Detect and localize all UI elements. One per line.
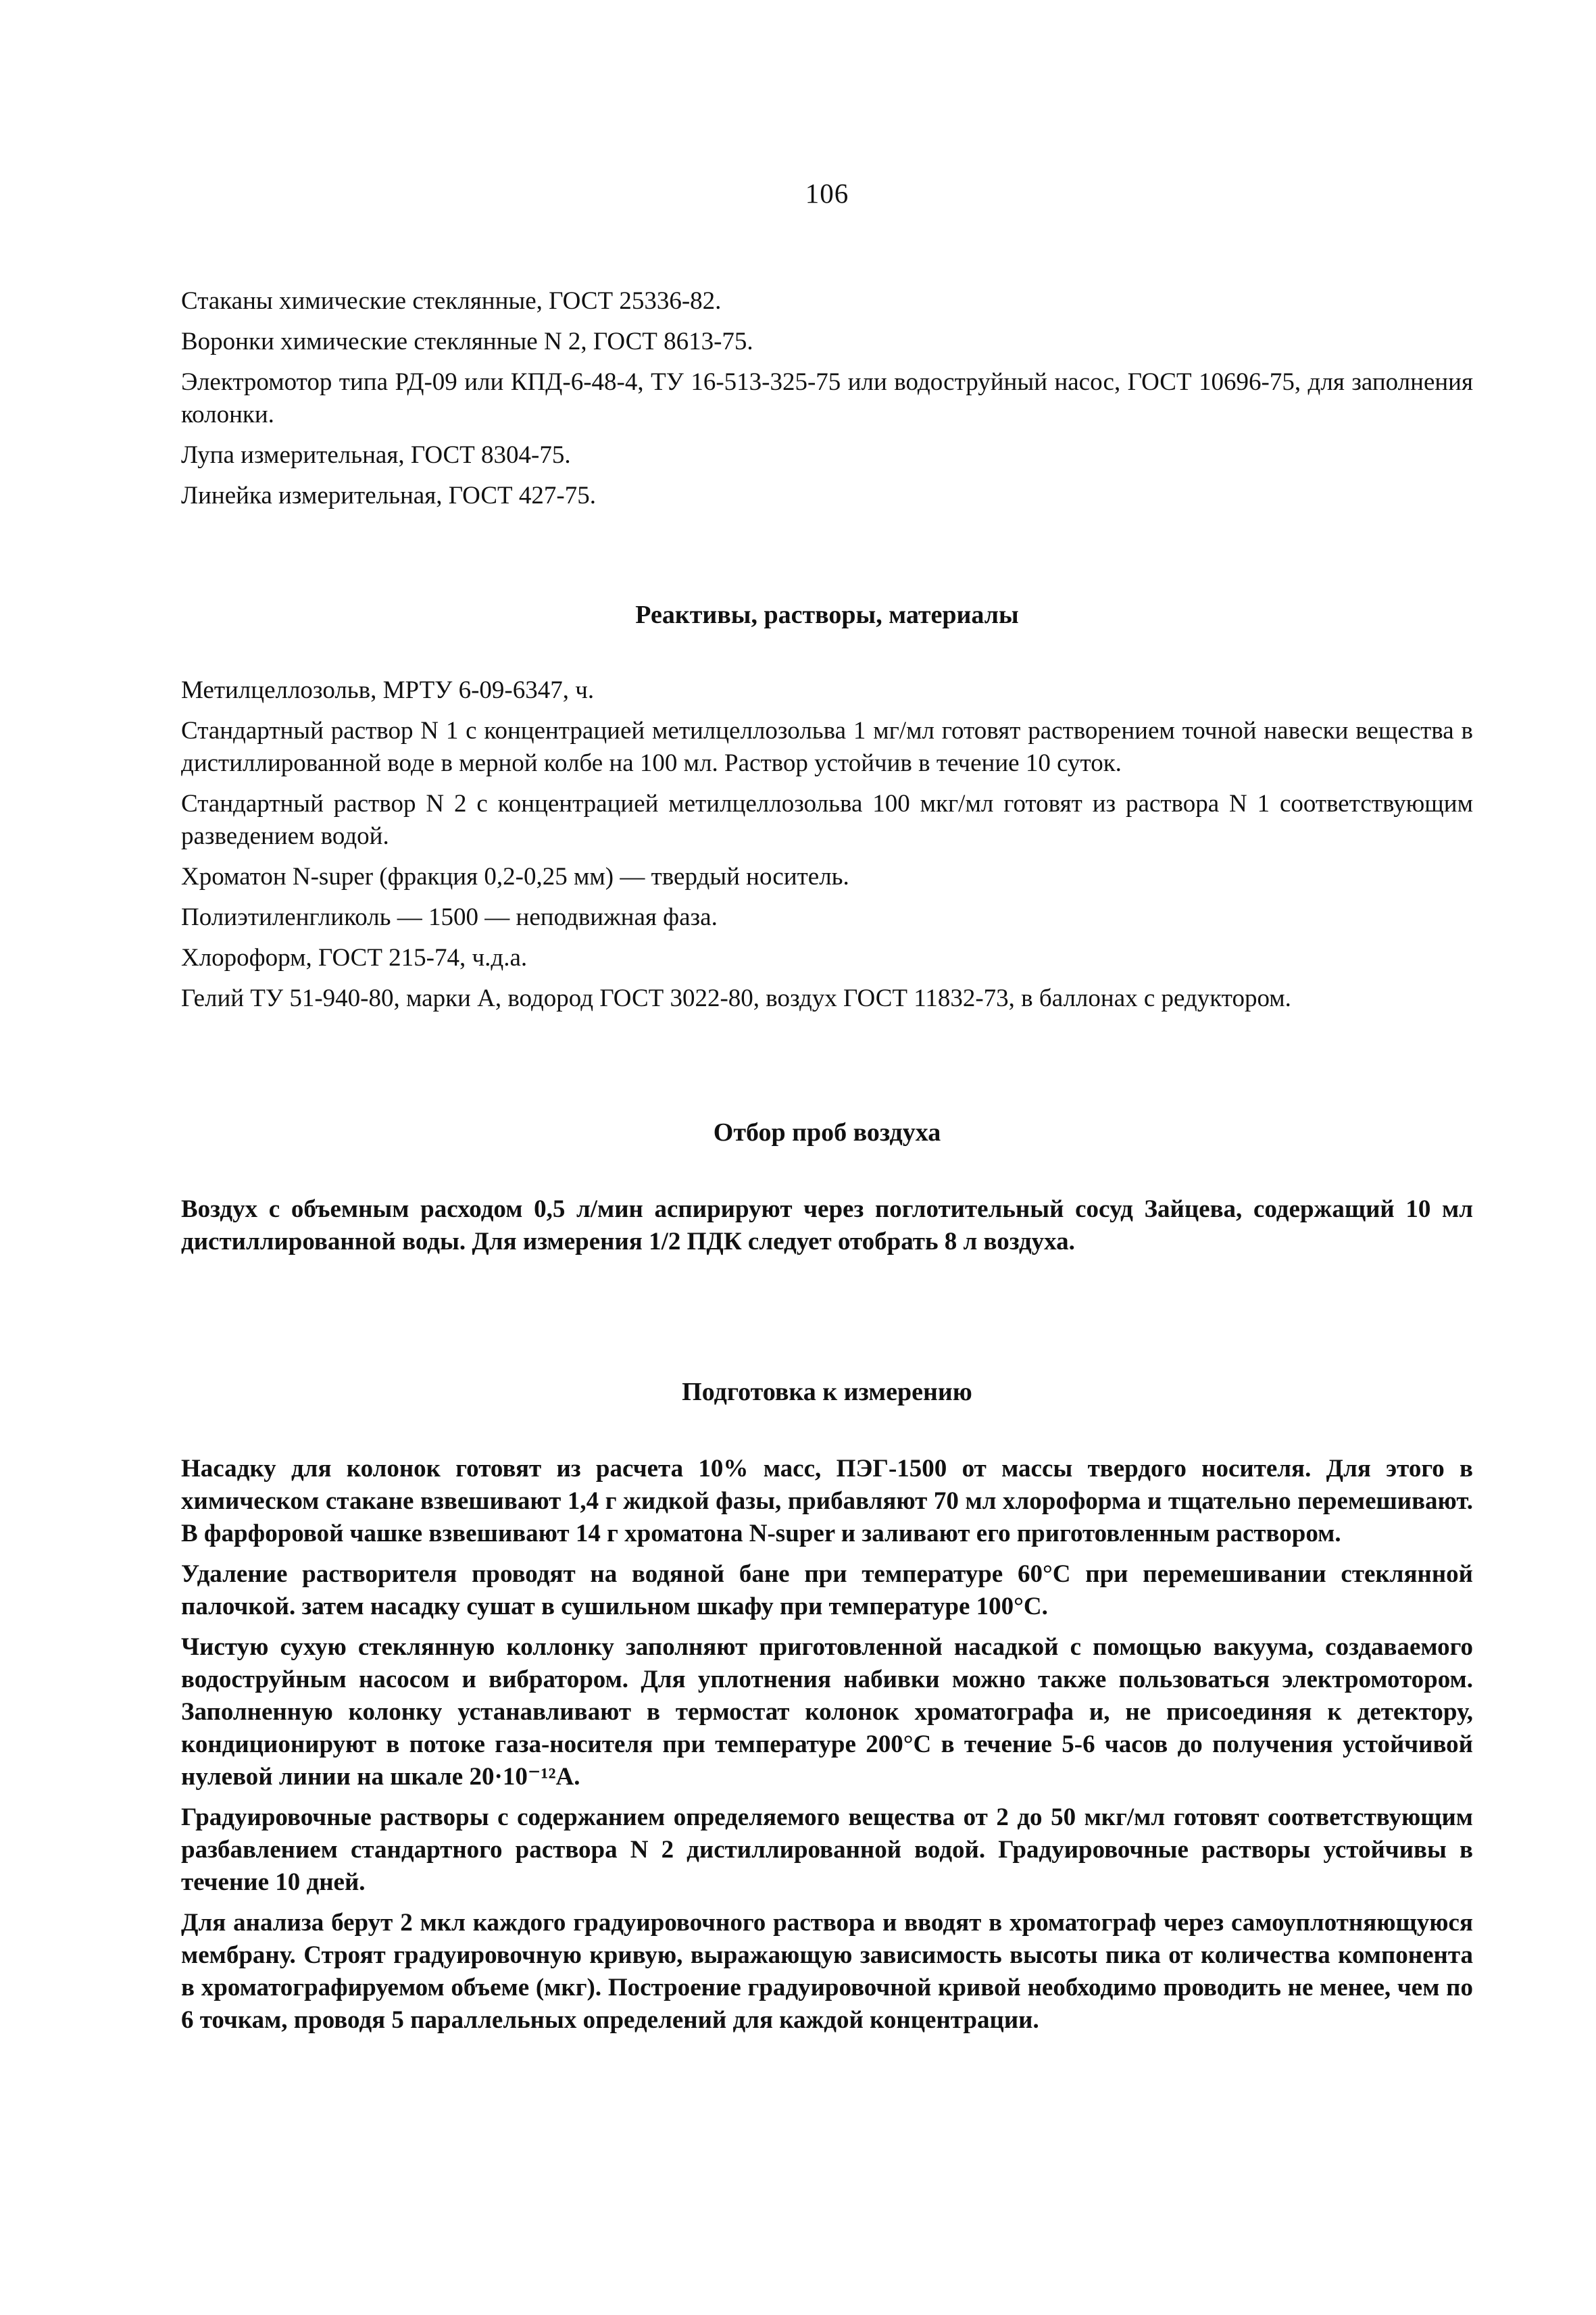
preparation-paragraph: Насадку для колонок готовят из расчета 10% масс, ПЭГ-1500 от массы твердого носителя. Для этого в химическом стакане взвешивают 1,4 г жидкой фазы, прибавляют 70 мл хлороформа и тщательно перемешивают. В фарфоровой чашке взвешивают 14 г хроматона N-super и заливают его приготовленным раствором. (181, 1455, 1473, 1547)
equipment-item: Линейка измерительная, ГОСТ 427-75. (181, 482, 596, 509)
preparation-paragraph: Чистую сухую стеклянную коллонку заполняют приготовленной насадкой с помощью вакуума, создаваемого водоструйным насосом и вибратором. Для уплотнения набивки можно также пользоваться электромотором. Заполненную колонку устанавливают в термостат колонок хроматографа и, не присоединяя к детектору, кондиционируют в потоке газа-носителя при температуре 200°С в течение 5-6 часов до получения устойчивой нулевой линии на шкале 20·10⁻¹²А. (181, 1633, 1473, 1791)
reagent-item: Полиэтиленгликоль — 1500 — неподвижная фаза. (181, 903, 718, 931)
reagent-item: Хроматон N-super (фракция 0,2-0,25 мм) — твердый носитель. (181, 863, 849, 891)
reagent-item: Хлороформ, ГОСТ 215-74, ч.д.а. (181, 944, 528, 972)
reagent-item: Гелий ТУ 51-940-80, марки А, водород ГОСТ 3022-80, воздух ГОСТ 11832-73, в баллонах с редуктором. (181, 985, 1291, 1012)
preparation-section (181, 1453, 1473, 2037)
reagents-heading: Реактивы, растворы, материалы (635, 601, 1019, 629)
page-number: 106 (805, 178, 849, 209)
equipment-item: Стаканы химические стеклянные, ГОСТ 25336-82. (181, 287, 722, 315)
reagent-item: Стандартный раствор N 1 с концентрацией метилцеллозольва 1 мг/мл готовят растворением точной навески вещества в дистиллированной воде в мерной колбе на 100 мл. Раствор устойчив в течение 10 суток. (181, 717, 1473, 777)
sampling-text: Воздух с объемным расходом 0,5 л/мин аспирируют через поглотительный сосуд Зайцева, содержащий 10 мл дистиллированной воды. Для измерения 1/2 ПДК следует отобрать 8 л воздуха. (181, 1195, 1473, 1255)
reagents-list (181, 674, 1473, 1015)
reagent-item: Стандартный раствор N 2 с концентрацией метилцеллозольва 100 мкг/мл готовят из раствора N 1 соответствующим разведением водой. (181, 790, 1473, 850)
equipment-item: Электромотор типа РД-09 или КПД-6-48-4, ТУ 16-513-325-75 или водоструйный насос, ГОСТ 10696-75, для заполнения колонки. (181, 368, 1473, 428)
sampling-heading: Отбор проб воздуха (713, 1118, 941, 1147)
preparation-paragraph: Для анализа берут 2 мкл каждого градуировочного раствора и вводят в хроматограф через самоуплотняющуюся мембрану. Строят градуировочную кривую, выражающую зависимость высоты пика от количества компонента в хроматографируемом объеме (мкг). Построение градуировочной кривой необходимо проводить не менее, чем по 6 точкам, проводя 5 параллельных определений для каждой концентрации. (181, 1909, 1473, 2034)
page-content (181, 177, 1473, 2045)
reagent-item: Метилцеллозольв, МРТУ 6-09-6347, ч. (181, 676, 595, 704)
equipment-item: Лупа измерительная, ГОСТ 8304-75. (181, 441, 571, 469)
equipment-item: Воронки химические стеклянные N 2, ГОСТ 8613-75. (181, 328, 753, 355)
preparation-heading: Подготовка к измерению (682, 1378, 972, 1406)
equipment-list (181, 285, 1473, 512)
preparation-paragraph: Градуировочные растворы с содержанием определяемого вещества от 2 до 50 мкг/мл готовят соответствующим разбавлением стандартного раствора N 2 дистиллированной водой. Градуировочные растворы устойчивы в течение 10 дней. (181, 1803, 1473, 1896)
preparation-paragraph: Удаление растворителя проводят на водяной бане при температуре 60°С при перемешивании стеклянной палочкой. затем насадку сушат в сушильном шкафу при температуре 100°С. (181, 1560, 1473, 1620)
